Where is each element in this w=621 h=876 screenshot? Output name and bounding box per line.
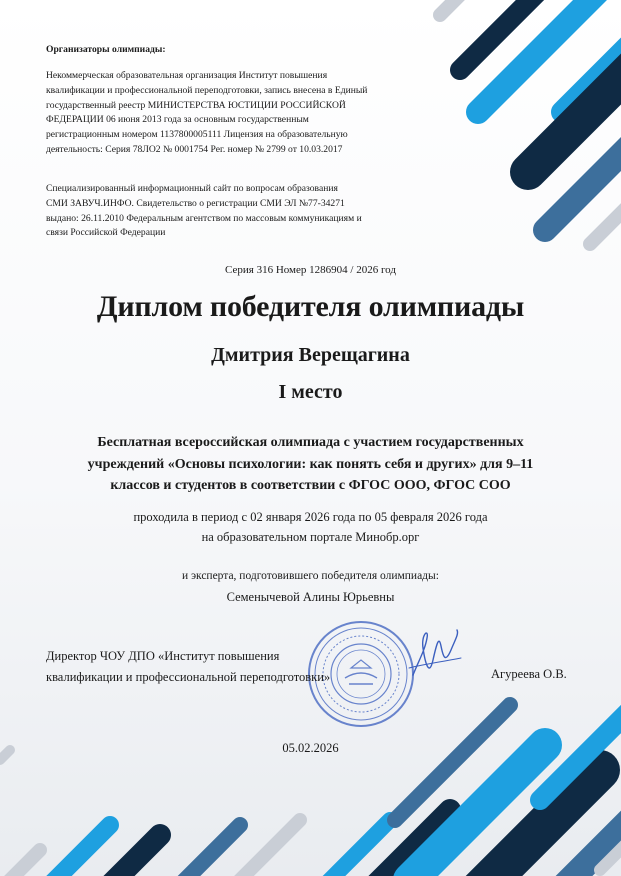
org-line: квалификации и профессиональной переподготовки, запись внесена в Единый bbox=[46, 84, 368, 96]
site-line: Специализированный информационный сайт по вопросам образования bbox=[46, 183, 338, 194]
stripe bbox=[0, 850, 40, 876]
org-line: государственный реестр МИНИСТЕРСТВА ЮСТИЦИИ РОССИЙСКОЙ bbox=[46, 99, 346, 111]
director-title bbox=[46, 646, 366, 688]
org-line: Некоммерческая образовательная организация Институт повышения bbox=[46, 70, 328, 81]
winner-place: I место bbox=[278, 381, 343, 403]
diploma-title: Диплом победителя олимпиады bbox=[96, 290, 525, 323]
olympiad-line: классов и студентов в соответствии с ФГОС ООО, ФГОС СОО bbox=[110, 478, 511, 493]
org-line: ФЕДЕРАЦИИ 06 июня 2013 года за основным государственным bbox=[46, 114, 309, 126]
period-line: на образовательном портале Минобр.орг bbox=[201, 530, 420, 544]
site-line: связи Российской Федерации bbox=[46, 227, 166, 239]
org-line: деятельность: Серия 78ЛО2 № 0001754 Рег. номер № 2799 от 10.03.2017 bbox=[46, 143, 343, 155]
organizers-org-text bbox=[46, 69, 416, 158]
diploma-series: Серия 316 Номер 1286904 / 2026 год bbox=[225, 264, 396, 276]
winner-name: Дмитрия Верещагина bbox=[211, 344, 410, 366]
director-signature bbox=[405, 620, 465, 690]
org-line: регистрационным номером 1137800005111 Лицензия на образовательную bbox=[46, 129, 348, 141]
expert-label: и эксперта, подготовившего победителя олимпиады: bbox=[182, 570, 439, 582]
site-line: выдано: 26.11.2010 Федеральным агентством по массовым коммуникациям и bbox=[46, 212, 362, 224]
site-line: СМИ ЗАВУЧ.ИНФО. Свидетельство о регистрации СМИ ЭЛ №77-34271 bbox=[46, 197, 345, 209]
expert-name: Семенычевой Алины Юрьевны bbox=[226, 590, 395, 604]
organizers-title: Организаторы олимпиады: bbox=[46, 44, 166, 55]
director-line: квалификации и профессиональной переподготовки» bbox=[46, 670, 331, 684]
olympiad-line: учреждений «Основы психологии: как понять себя и других» для 9–11 bbox=[87, 456, 534, 472]
olympiad-description bbox=[50, 432, 571, 497]
director-line: Директор ЧОУ ДПО «Институт повышения bbox=[46, 649, 280, 663]
stripe bbox=[160, 825, 240, 876]
olympiad-period bbox=[50, 507, 571, 547]
period-line: проходила в период с 02 января 2026 года по 05 февраля 2026 года bbox=[133, 510, 488, 524]
issue-date: 05.02.2026 bbox=[282, 741, 339, 755]
olympiad-line: Бесплатная всероссийская олимпиада с участием государственных bbox=[97, 435, 524, 450]
organizers-site-text bbox=[46, 182, 416, 241]
signer-name: Агуреева О.В. bbox=[491, 667, 567, 681]
